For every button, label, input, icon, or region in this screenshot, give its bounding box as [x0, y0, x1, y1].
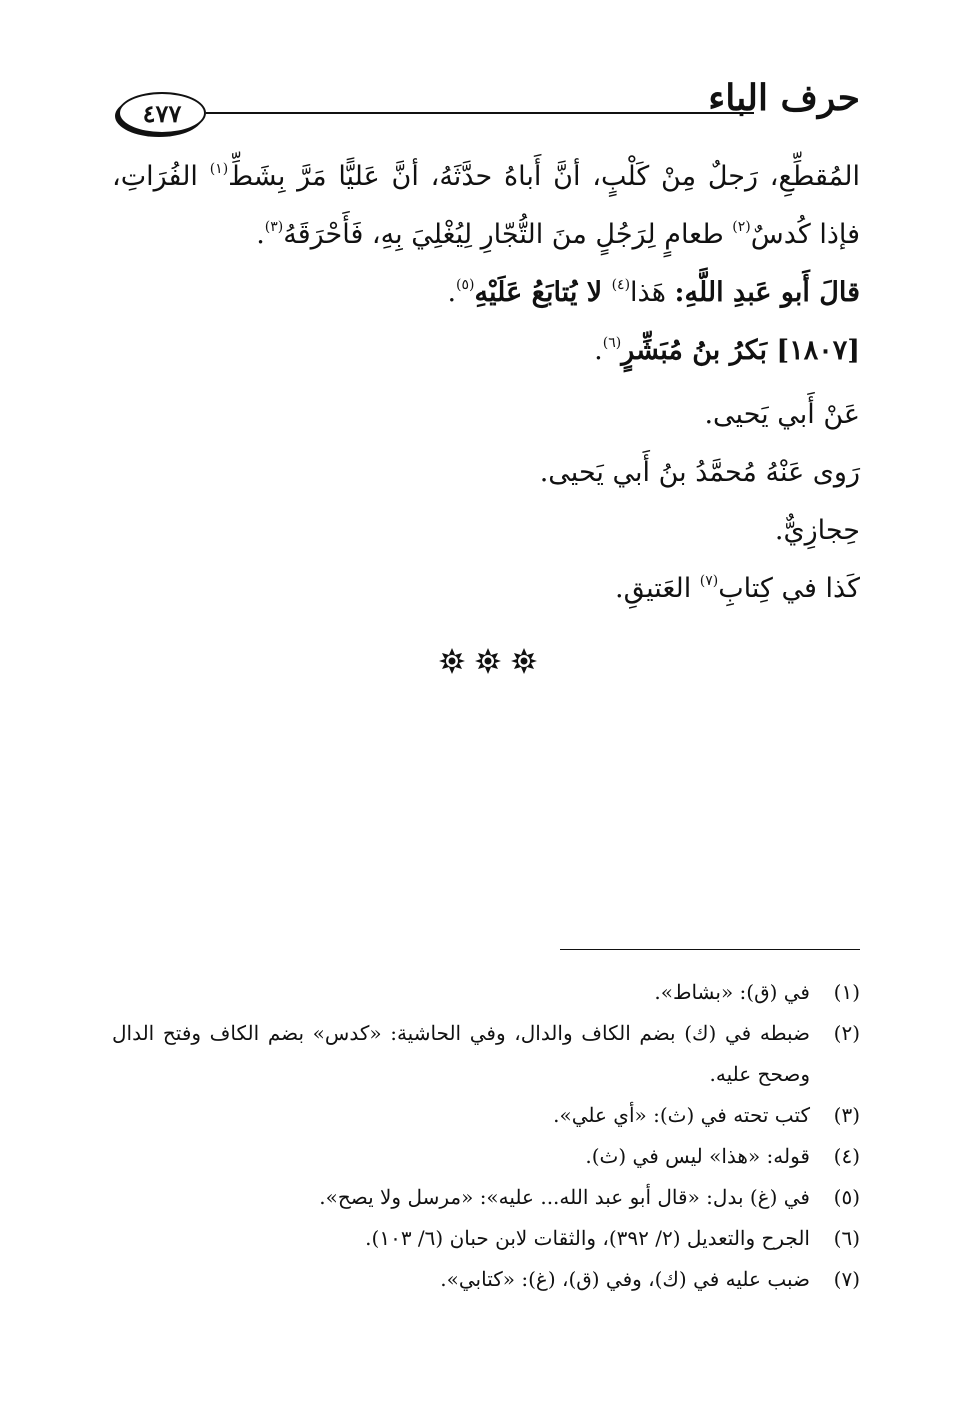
footnote-marker: (١) [209, 161, 229, 177]
footnote-text: كتب تحته في (ث): «أي علي». [553, 1103, 810, 1127]
text-segment: لا يُتابَعُ عَلَيْهِ [474, 277, 612, 308]
entry-line: رَوى عَنْهُ مُحمَّدُ بنُ أَبي يَحيى. [539, 457, 860, 488]
footnote-marker: (٤) [611, 277, 631, 293]
footnote-number: (٧) [833, 1267, 860, 1291]
footnote-item [112, 1259, 860, 1300]
paragraph-narration [112, 148, 860, 264]
text-segment: الفُرَاتِ، فإذا كُدسٌ [112, 161, 860, 250]
footnote-item [112, 1013, 860, 1095]
rosette-icon [438, 647, 466, 675]
footnote-number: (٢) [833, 1021, 860, 1045]
entry-heading [112, 322, 860, 380]
entry-number: [١٨٠٧] [776, 335, 860, 366]
text-segment: هَذا [630, 277, 675, 308]
entry-line: حِجازِيٌّ. [774, 515, 860, 546]
paragraph-comment [112, 264, 860, 322]
section-divider-ornament [438, 647, 538, 675]
page-number: ٤٧٧ [142, 98, 182, 128]
footnote-text: الجرح والتعديل (٢/ ٣٩٢)، والثقات لابن حبان (٦/ ١٠٣). [365, 1226, 810, 1250]
header-rule [206, 112, 754, 114]
entry-lines [112, 386, 860, 618]
text-segment: طعامٍ لِرَجُلٍ منَ التُّجّارِ لِيُغْلِيَ بِهِ، فَأَحْرَقَهُ [283, 219, 733, 250]
text-segment: . [447, 277, 457, 308]
footnote-text: قوله: «هذا» ليس في (ث). [585, 1144, 810, 1168]
rosette-icon [510, 647, 538, 675]
footnotes [112, 972, 860, 1300]
speaker-label: قالَ أَبو عَبدِ اللَّهِ: [674, 277, 860, 308]
text-segment: المُقطِّعِ، رَجلٌ مِنْ كَلْبٍ، أنَّ أَباهُ حدَّثَهُ، أنَّ عَليًّا مَرَّ بِشَطِّ [228, 161, 860, 192]
footnote-item [112, 972, 860, 1013]
footnote-number: (٤) [833, 1144, 860, 1168]
footnote-marker: (٣) [264, 219, 284, 235]
footnote-text: في (ق): «بشاط». [654, 980, 810, 1004]
entry-line: عَنْ أَبي يَحيى. [704, 399, 860, 430]
text-segment: . [256, 219, 265, 250]
footnote-item [112, 1095, 860, 1136]
running-header-title: حرف الباء [708, 77, 860, 119]
footnote-item [112, 1218, 860, 1259]
footnote-marker: (٢) [732, 219, 751, 235]
footnote-number: (٦) [833, 1226, 860, 1250]
text-segment: كَذا في كِتابِ [718, 573, 860, 604]
footnote-separator [560, 949, 860, 950]
footnote-item [112, 1136, 860, 1177]
footnote-number: (١) [833, 980, 860, 1004]
footnote-item [112, 1177, 860, 1218]
footnote-text: ضبب عليه في (ك)، وفي (ق)، (غ): «كتابي». [440, 1267, 810, 1291]
footnote-marker: (٦) [602, 335, 622, 351]
text-segment: العَتيقِ. [615, 573, 700, 604]
page-number-badge [118, 92, 206, 134]
entry-name: بَكرُ بنُ مُبَشِّرٍ [621, 335, 777, 366]
rosette-icon [474, 647, 502, 675]
footnote-text: في (غ) بدل: «قال أبو عبد الله... عليه»: «مرسل ولا يصح». [319, 1185, 810, 1209]
footnote-marker: (٥) [456, 277, 475, 293]
text-segment: . [594, 335, 603, 366]
footnote-number: (٥) [833, 1185, 860, 1209]
entry-line [112, 560, 860, 618]
footnote-marker: (٧) [699, 573, 719, 589]
footnote-number: (٣) [833, 1103, 860, 1127]
main-text [112, 148, 860, 618]
footnote-text: ضبطه في (ك) بضم الكاف والدال، وفي الحاشية: «كدس» بضم الكاف وفتح الدال وصحح عليه. [112, 1021, 810, 1086]
